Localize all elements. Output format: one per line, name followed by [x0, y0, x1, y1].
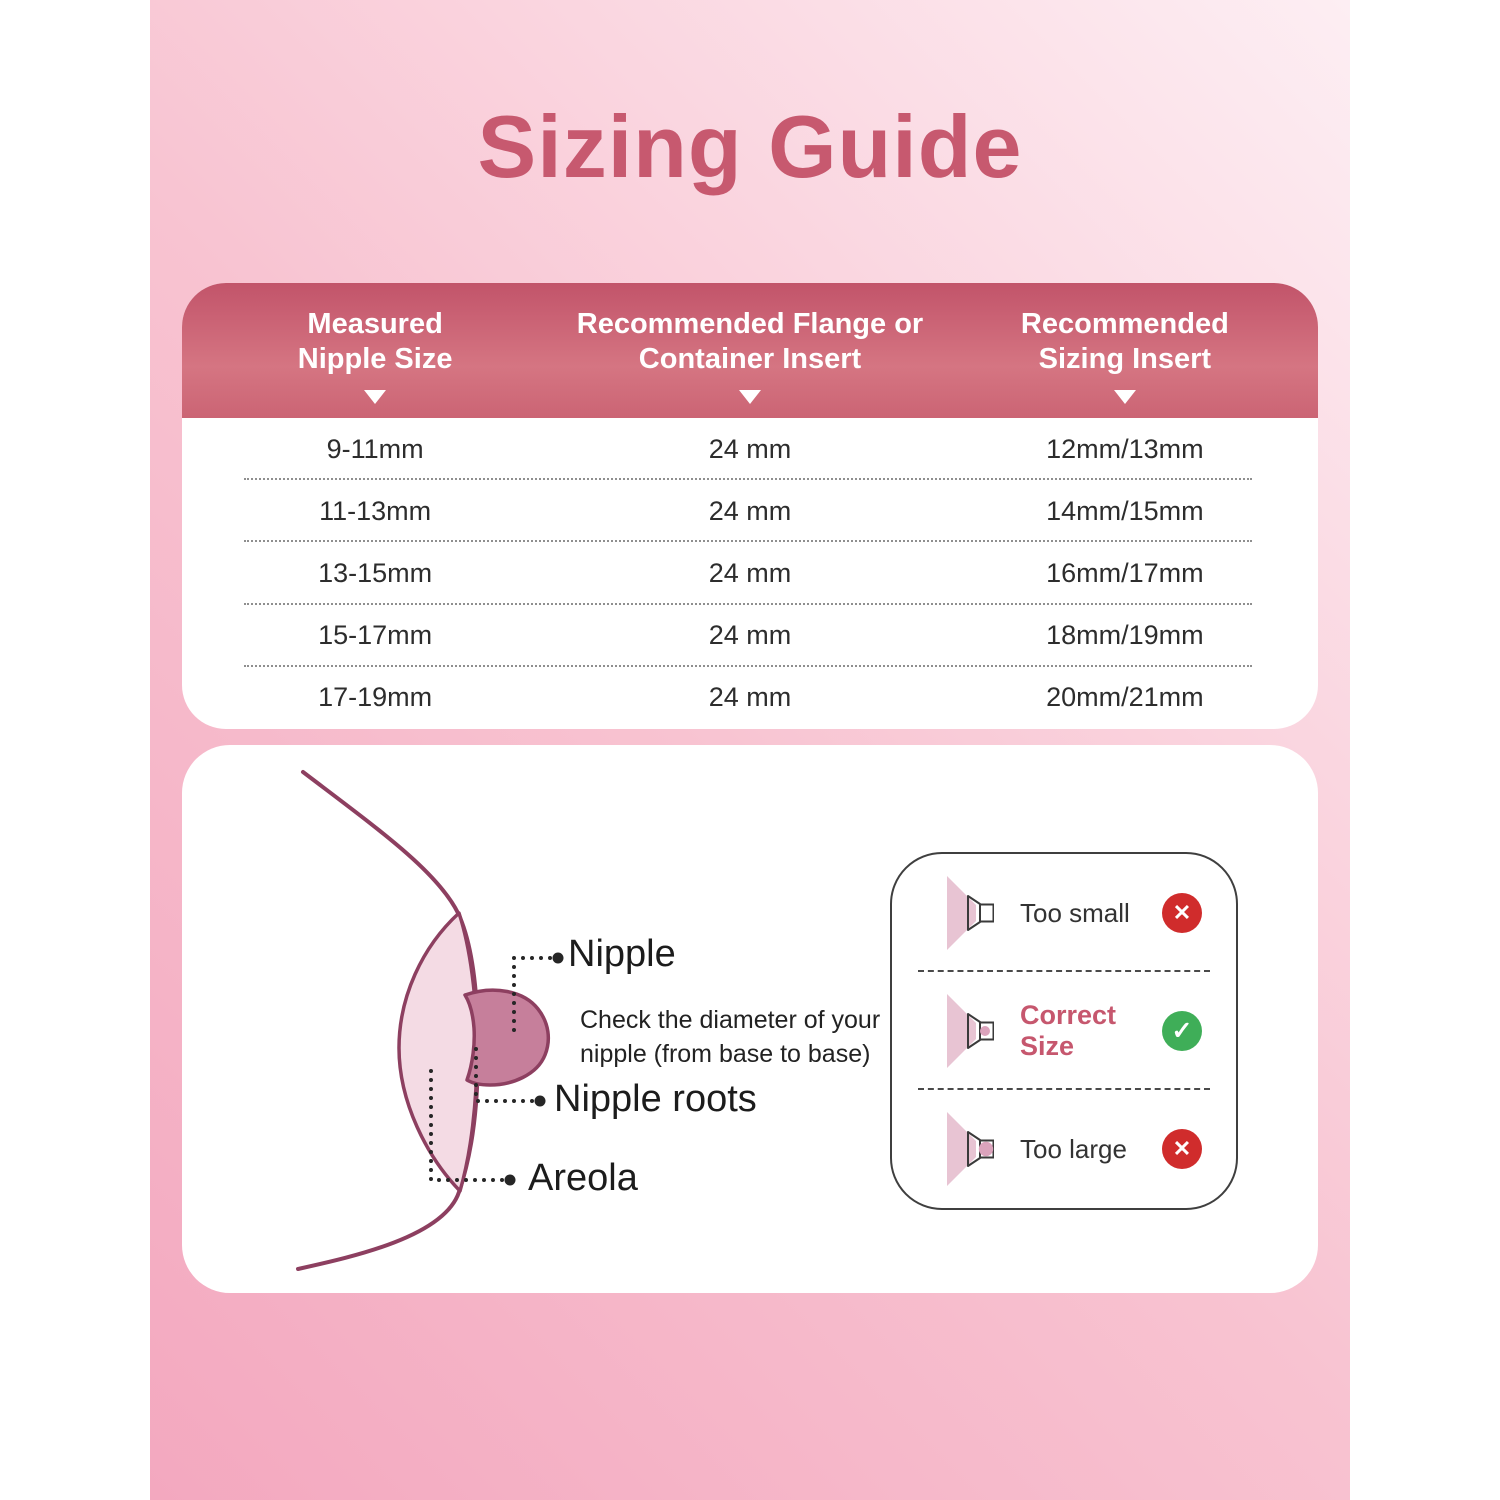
cell-flange-size: 24 mm — [708, 620, 792, 651]
column-header-line: Recommended Flange or — [576, 307, 924, 340]
cell-nipple-size: 11-13mm — [319, 495, 432, 526]
cell-flange-size: 24 mm — [708, 558, 792, 588]
cross-icon: ✕ — [1162, 1129, 1202, 1169]
cell-flange-size: 24 mm — [708, 682, 792, 713]
areola-shape — [399, 913, 477, 1191]
nipple-roots-label: Nipple roots — [554, 1078, 757, 1120]
measuring-note — [580, 1003, 880, 1071]
fit-label: Too large — [1020, 1133, 1127, 1164]
table-row — [182, 542, 1318, 604]
fit-label: Correct Size — [1020, 1000, 1117, 1061]
measuring-note-line: nipple (from base to base) — [580, 1040, 871, 1068]
column-header-sizing-insert — [932, 283, 1318, 418]
flange-too-large-icon — [946, 1111, 994, 1187]
column-header-line: Nipple Size — [297, 343, 453, 375]
table-row — [182, 418, 1318, 480]
areola-leader-bullet — [505, 1175, 516, 1186]
cell-insert-size: 18mm/19mm — [1046, 620, 1204, 651]
areola-label: Areola — [528, 1157, 638, 1199]
cell-nipple-size: 9-11mm — [326, 433, 424, 464]
table-row — [182, 480, 1318, 542]
cell-insert-size: 14mm/15mm — [1046, 495, 1204, 526]
fit-label: Too small — [1020, 897, 1130, 928]
check-icon: ✓ — [1162, 1011, 1202, 1051]
column-pointer-icon — [739, 390, 761, 404]
size-table-body — [182, 418, 1318, 729]
nipple-label: Nipple — [568, 933, 676, 975]
cell-nipple-size: 17-19mm — [318, 682, 433, 713]
column-header-nipple-size — [182, 283, 568, 418]
nipple-shape — [465, 990, 548, 1085]
page-title: Sizing Guide — [477, 97, 1023, 196]
cell-flange-size: 24 mm — [708, 433, 792, 464]
column-header-line: Recommended — [1020, 307, 1229, 340]
cell-insert-size: 12mm/13mm — [1046, 433, 1204, 464]
column-header-line: Sizing Insert — [1038, 343, 1212, 375]
size-table-header — [182, 283, 1318, 418]
measuring-diagram-card — [182, 745, 1318, 1293]
fit-row-correct-size — [892, 972, 1236, 1090]
cell-flange-size: 24 mm — [708, 495, 792, 526]
cell-nipple-size: 13-15mm — [318, 558, 433, 588]
cell-nipple-size: 15-17mm — [318, 620, 433, 651]
column-header-line: Container Insert — [638, 343, 862, 375]
flange-too-small-icon — [946, 875, 994, 951]
column-header-flange-insert — [568, 283, 932, 418]
flange-correct-size-icon — [946, 993, 994, 1069]
nipple-leader-bullet — [553, 953, 564, 964]
measuring-note-line: Check the diameter of your — [580, 1006, 881, 1034]
fit-row-too-large — [892, 1090, 1236, 1208]
column-pointer-icon — [1114, 390, 1136, 404]
cell-insert-size: 20mm/21mm — [1046, 682, 1204, 713]
table-row — [182, 605, 1318, 667]
nipple-roots-leader-bullet — [535, 1096, 546, 1107]
size-table-card — [182, 283, 1318, 729]
cross-icon: ✕ — [1162, 893, 1202, 933]
cell-insert-size: 16mm/17mm — [1046, 558, 1204, 588]
column-header-line: Measured — [307, 307, 443, 340]
fit-guide-box — [890, 852, 1238, 1210]
column-pointer-icon — [364, 390, 386, 404]
table-row — [182, 667, 1318, 729]
fit-row-too-small — [892, 854, 1236, 972]
